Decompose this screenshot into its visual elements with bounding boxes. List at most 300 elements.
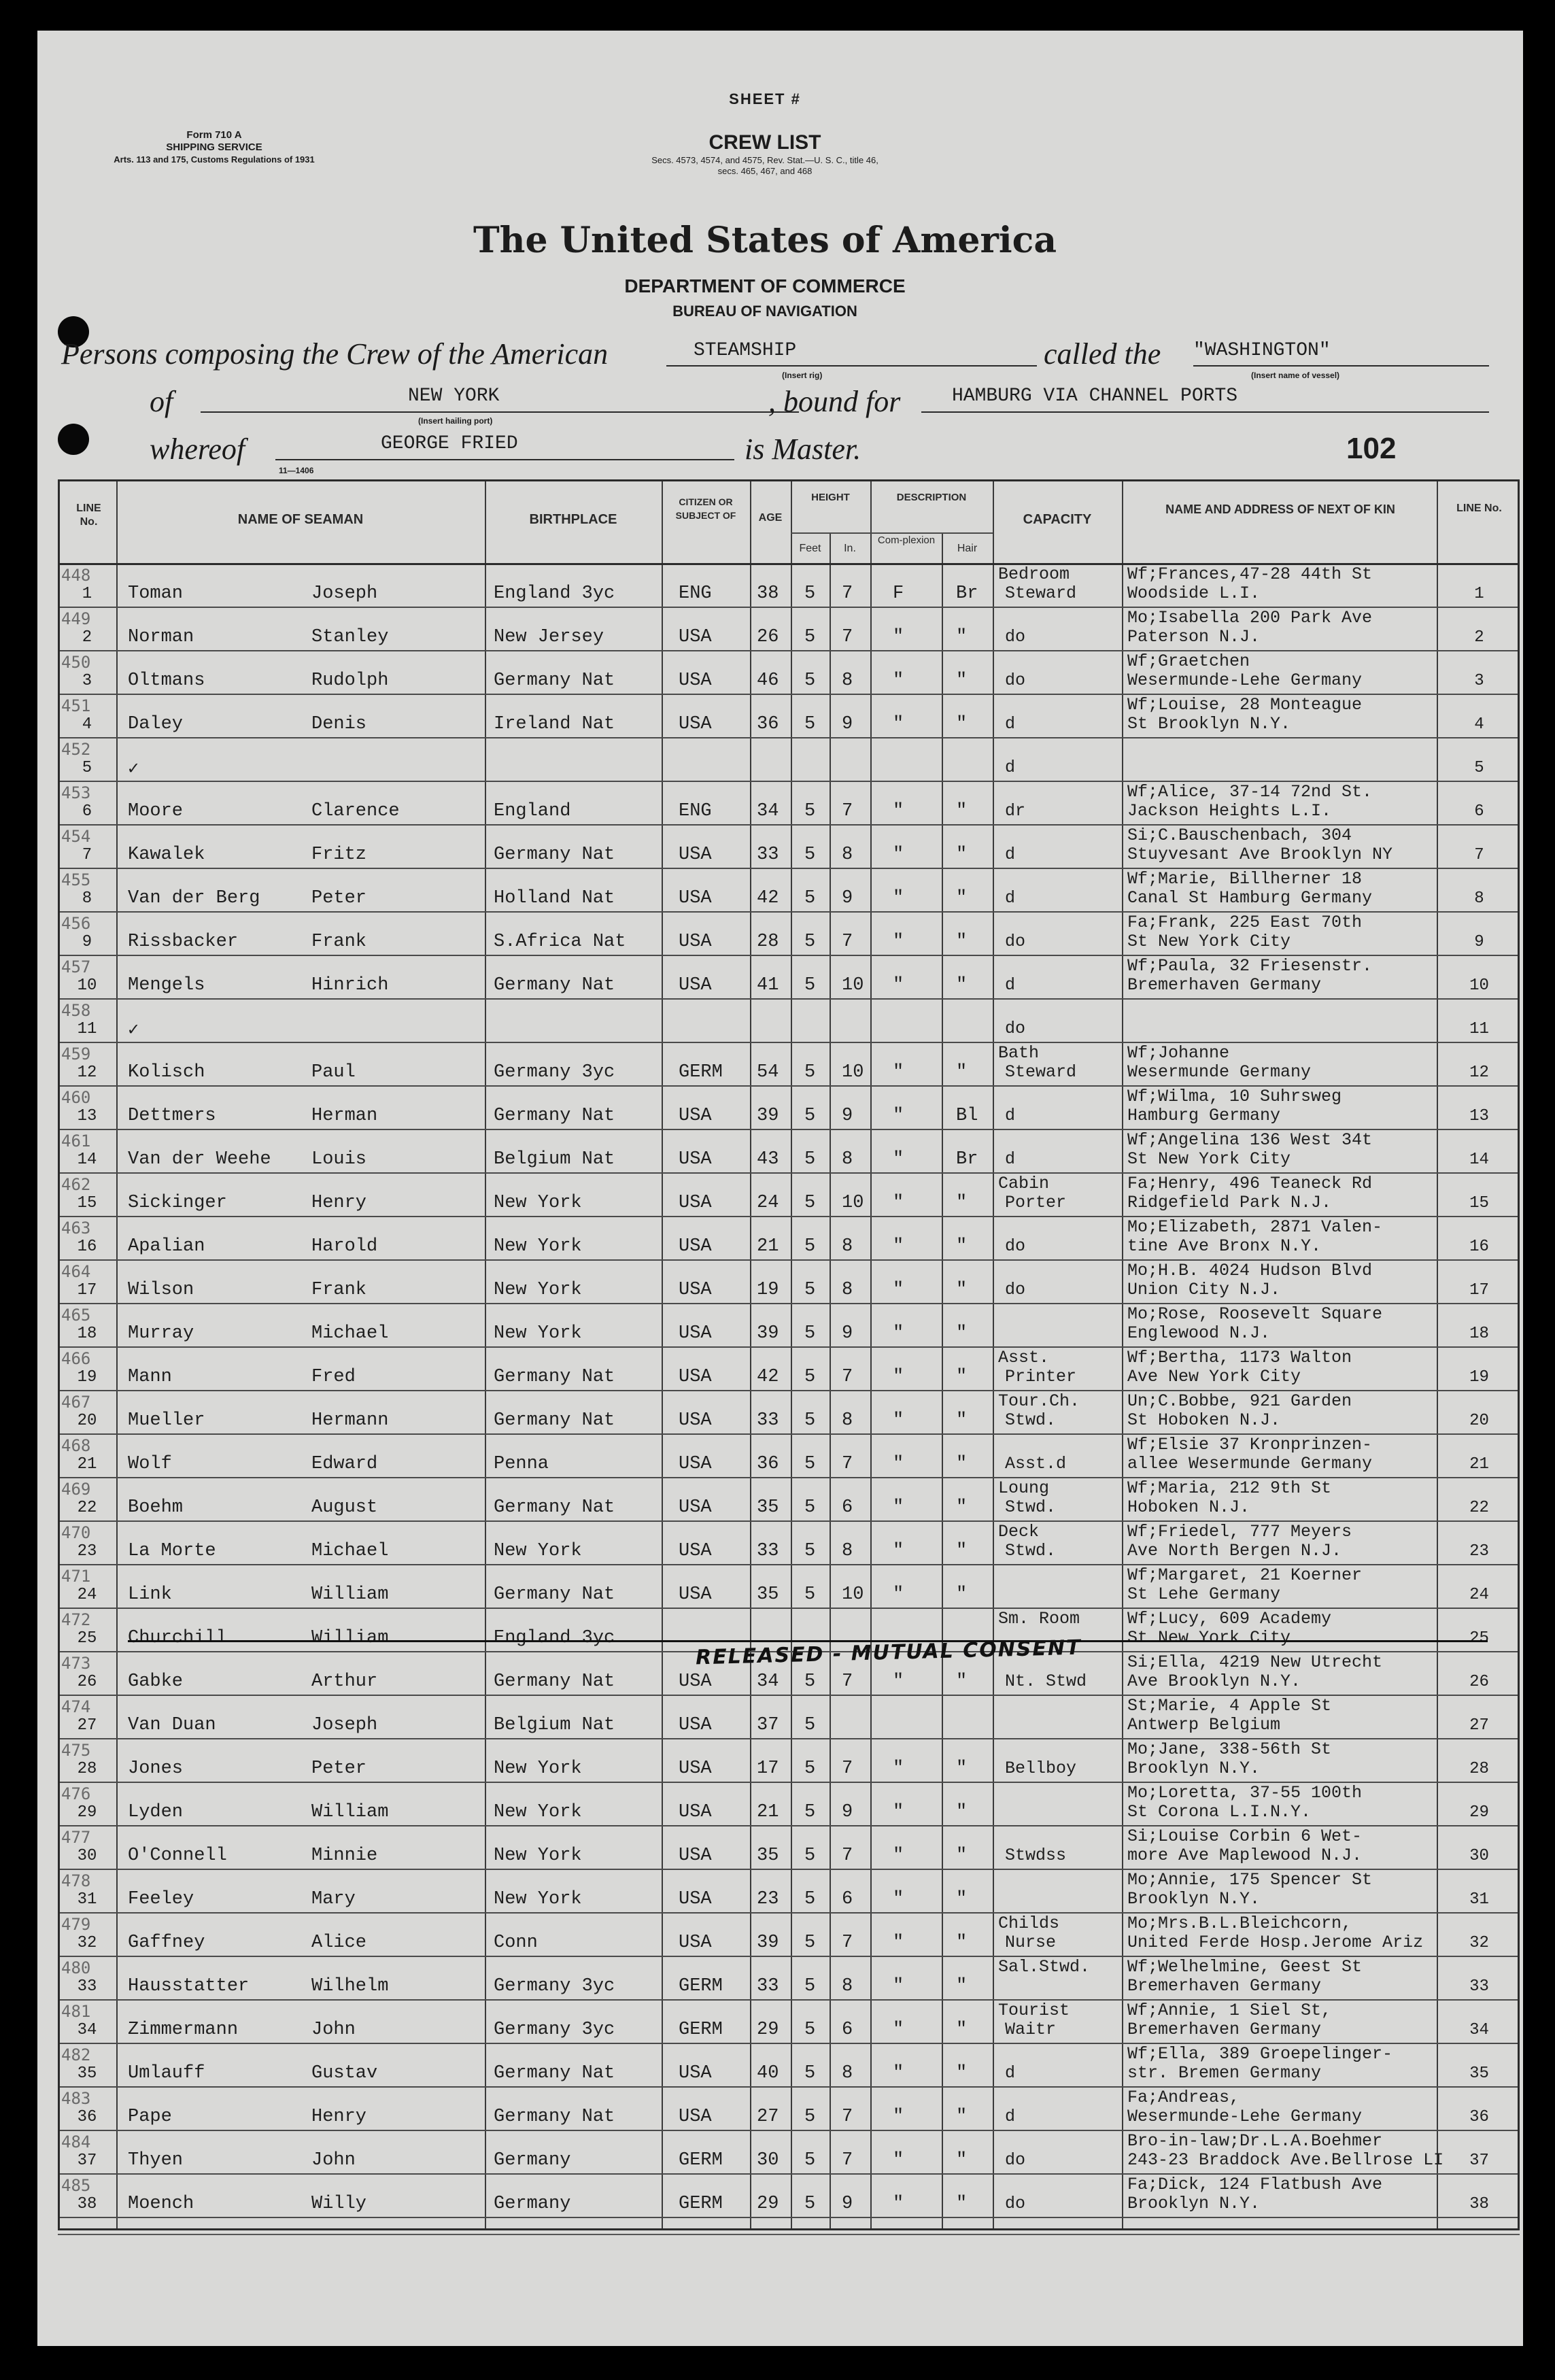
cell-surname: Van der Weehe <box>128 1149 271 1170</box>
cell-kin-line1: Wf;Louise, 28 Monteague <box>1127 695 1363 715</box>
row-line-number-right: 8 <box>1474 889 1484 908</box>
cell-citizen: USA <box>679 1410 712 1431</box>
row-ref-number: 460 <box>61 1088 91 1107</box>
cell-hair: " <box>956 932 968 952</box>
row-line-number: 20 <box>77 1412 97 1430</box>
cell-surname: Wilson <box>128 1280 194 1300</box>
cell-kin-line2: Bremerhaven Germany <box>1127 975 1322 995</box>
row-ref-number: 479 <box>61 1915 91 1934</box>
cell-cx: " <box>893 1106 904 1126</box>
cell-ft: 5 <box>804 1280 816 1300</box>
cell-in: 9 <box>842 1802 853 1822</box>
cell-ft: 5 <box>804 2063 816 2084</box>
cell-hair: " <box>956 1584 968 1605</box>
row-line-number: 25 <box>77 1629 97 1648</box>
col-birthplace: BIRTHPLACE <box>529 512 617 527</box>
cell-age: 36 <box>757 1454 779 1474</box>
row-ref-number: 466 <box>61 1349 91 1368</box>
col-divider <box>116 481 118 2228</box>
cell-cx: " <box>893 670 904 691</box>
cell-hair: " <box>956 1497 968 1518</box>
cell-citizen: USA <box>679 845 712 865</box>
row-line-number: 17 <box>77 1281 97 1299</box>
cell-kin-line1: Wf;Elsie 37 Kronprinzen- <box>1127 1435 1373 1455</box>
cell-capacity-line2: d <box>1005 975 1016 995</box>
table-footer-line <box>58 2234 1520 2235</box>
row-line-number: 30 <box>77 1847 97 1865</box>
row-line-number-right: 21 <box>1469 1455 1489 1474</box>
cell-kin-line1: Un;C.Bobbe, 921 Garden <box>1127 1391 1352 1411</box>
cell-kin-line1: Wf;Friedel, 777 Meyers <box>1127 1522 1352 1542</box>
cell-kin-line1: Si;Louise Corbin 6 Wet- <box>1127 1826 1363 1846</box>
cell-capacity-line2: Steward <box>1005 1062 1077 1082</box>
cell-birthplace: New York <box>494 1323 582 1344</box>
row-line-number-right: 36 <box>1469 2108 1489 2126</box>
cell-cx: " <box>893 1497 904 1518</box>
cell-kin-line1: Wf;Maria, 212 9th St <box>1127 1478 1332 1498</box>
cell-kin-line1: Fa;Henry, 496 Teaneck Rd <box>1127 1174 1373 1193</box>
cell-surname: Apalian <box>128 1236 205 1257</box>
cell-in: 6 <box>842 1497 853 1518</box>
row-line-number-right: 24 <box>1469 1586 1489 1604</box>
col-divider <box>870 481 872 2228</box>
cell-surname: Mann <box>128 1367 172 1387</box>
cell-surname: Link <box>128 1584 172 1605</box>
cell-given: Willy <box>311 2194 367 2214</box>
row-line-number: 37 <box>77 2152 97 2170</box>
row-ref-number: 480 <box>61 1958 91 1977</box>
row-ref-number: 452 <box>61 740 91 759</box>
cell-cx: " <box>893 2194 904 2214</box>
cell-age: 33 <box>757 1541 779 1561</box>
row-line-number: 23 <box>77 1542 97 1561</box>
col-inches: In. <box>844 543 856 554</box>
row-ref-number: 449 <box>61 609 91 628</box>
cell-birthplace: Germany Nat <box>494 1367 615 1387</box>
cell-kin-line2: Paterson N.J. <box>1127 627 1261 647</box>
cell-given: Gustav <box>311 2063 378 2084</box>
row-divider <box>60 2086 1518 2088</box>
row-ref-number: 451 <box>61 696 91 715</box>
cell-age: 21 <box>757 1236 779 1257</box>
cell-hair: " <box>956 1933 968 1953</box>
cell-ft: 5 <box>804 1149 816 1170</box>
cell-citizen: ENG <box>679 583 712 604</box>
cell-hair: " <box>956 1367 968 1387</box>
cell-given: William <box>311 1628 389 1648</box>
cell-capacity-line2: Printer <box>1005 1367 1077 1387</box>
released-annotation: RELEASED - MUTUAL CONSENT <box>695 1635 1082 1670</box>
col-divider <box>750 481 751 2228</box>
cell-birthplace: Germany 3yc <box>494 1062 615 1083</box>
cell-age: 38 <box>757 583 779 604</box>
cell-citizen: GERM <box>679 2020 723 2040</box>
cell-ft: 5 <box>804 1933 816 1953</box>
cell-hair: " <box>956 1758 968 1779</box>
cell-surname: Sickinger <box>128 1193 227 1213</box>
cell-capacity-line2: do <box>1005 1280 1026 1299</box>
cell-in: 7 <box>842 1671 853 1692</box>
cell-kin-line2: Brooklyn N.Y. <box>1127 1758 1261 1778</box>
cell-capacity-line2: do <box>1005 932 1026 951</box>
cell-in: 8 <box>842 670 853 691</box>
cell-kin-line2: more Ave Maplewood N.J. <box>1127 1846 1363 1865</box>
cell-in: 8 <box>842 1236 853 1257</box>
cell-capacity-line1: Sm. Room <box>998 1609 1080 1629</box>
cell-given: Fred <box>311 1367 356 1387</box>
cell-age: 29 <box>757 2020 779 2040</box>
cell-ft: 5 <box>804 1976 816 1996</box>
cell-cx: " <box>893 1410 904 1431</box>
cell-ft: 5 <box>804 2020 816 2040</box>
cell-kin-line1: Wf;Annie, 1 Siel St, <box>1127 2001 1332 2020</box>
col-divider <box>485 481 486 2228</box>
cell-kin-line2: Antwerp Belgium <box>1127 1715 1281 1735</box>
col-divider <box>830 532 831 2228</box>
cell-kin-line2: Ridgefield Park N.J. <box>1127 1193 1332 1212</box>
row-ref-number: 463 <box>61 1219 91 1238</box>
cell-kin-line2: Canal St Hamburg Germany <box>1127 888 1373 908</box>
row-ref-number: 457 <box>61 957 91 976</box>
cell-citizen: USA <box>679 1280 712 1300</box>
cell-kin-line1: Si;C.Bauschenbach, 304 <box>1127 826 1352 845</box>
row-line-number-right: 2 <box>1474 628 1484 647</box>
subheader-line <box>791 532 993 534</box>
called-the-label: called the <box>1044 337 1161 371</box>
cell-capacity-line1: Tour.Ch. <box>998 1391 1080 1411</box>
cell-citizen: USA <box>679 1846 712 1866</box>
row-line-number-right: 19 <box>1469 1368 1489 1387</box>
row-divider <box>60 998 1518 1000</box>
row-ref-number: 464 <box>61 1262 91 1281</box>
cell-citizen: GERM <box>679 1976 723 1996</box>
cell-surname: Wolf <box>128 1454 172 1474</box>
page-number: 102 <box>1346 432 1397 465</box>
row-line-number: 28 <box>77 1760 97 1778</box>
row-line-number: 12 <box>77 1064 97 1082</box>
cell-birthplace: New York <box>494 1236 582 1257</box>
cell-age: 33 <box>757 845 779 865</box>
col-feet: Feet <box>799 543 821 554</box>
row-line-number-right: 35 <box>1469 2064 1489 2083</box>
cell-ft: 5 <box>804 1193 816 1213</box>
cell-birthplace: New Jersey <box>494 627 604 647</box>
cell-capacity-line2: do <box>1005 2194 1026 2213</box>
cell-citizen: USA <box>679 1802 712 1822</box>
row-line-number-right: 4 <box>1474 715 1484 734</box>
row-line-number-right: 16 <box>1469 1238 1489 1256</box>
cell-capacity-line2: Nt. Stwd <box>1005 1671 1087 1691</box>
cell-given: Joseph <box>311 1715 378 1735</box>
row-line-number: 1 <box>82 585 92 603</box>
cell-cx: " <box>893 888 904 908</box>
row-ref-number: 476 <box>61 1784 91 1803</box>
cell-given: John <box>311 2020 356 2040</box>
row-divider <box>60 650 1518 651</box>
cell-citizen: USA <box>679 975 712 996</box>
row-line-number-right: 11 <box>1469 1020 1489 1038</box>
cell-kin-line1: Wf;Lucy, 609 Academy <box>1127 1609 1332 1629</box>
is-master-label: is Master. <box>745 432 861 466</box>
cell-hair: " <box>956 845 968 865</box>
cell-kin-line2: Jackson Heights L.I. <box>1127 801 1332 821</box>
cell-ft: 5 <box>804 670 816 691</box>
cell-surname: Dettmers <box>128 1106 216 1126</box>
cell-surname: Lyden <box>128 1802 184 1822</box>
col-line-no-right: LINE No. <box>1456 503 1502 514</box>
cell-given: Henry <box>311 1193 367 1213</box>
cell-surname: Norman <box>128 627 194 647</box>
cell-hair: " <box>956 1671 968 1692</box>
col-divider <box>942 532 943 2228</box>
cell-kin-line1: Mo;Elizabeth, 2871 Valen- <box>1127 1217 1383 1237</box>
cell-ft: 5 <box>804 1236 816 1257</box>
statute-line-1: Secs. 4573, 4574, and 4575, Rev. Stat.—U. S. C., title 46, <box>651 155 878 165</box>
row-ref-number: 467 <box>61 1393 91 1412</box>
cell-in: 7 <box>842 1758 853 1779</box>
row-line-number: 7 <box>82 846 92 864</box>
cell-surname: Umlauff <box>128 2063 205 2084</box>
cell-surname: Hausstatter <box>128 1976 250 1996</box>
cell-ft: 5 <box>804 2107 816 2127</box>
cell-hair: " <box>956 1976 968 1996</box>
cell-kin-line1: Wf;Welhelmine, Geest St <box>1127 1957 1363 1977</box>
cell-cx: " <box>893 1933 904 1953</box>
cell-birthplace: Conn <box>494 1933 538 1953</box>
cell-surname: Gaffney <box>128 1933 205 1953</box>
cell-birthplace: Germany Nat <box>494 2063 615 2084</box>
cell-hair: " <box>956 1889 968 1909</box>
cell-birthplace: Germany Nat <box>494 845 615 865</box>
cell-in: 9 <box>842 714 853 734</box>
cell-birthplace: Penna <box>494 1454 549 1474</box>
cell-ft: 5 <box>804 2194 816 2214</box>
cell-given: Frank <box>311 932 367 952</box>
cell-birthplace: Germany 3yc <box>494 1976 615 1996</box>
cell-citizen: USA <box>679 888 712 908</box>
cell-cx: " <box>893 2020 904 2040</box>
cell-ft: 5 <box>804 975 816 996</box>
cell-in: 7 <box>842 1454 853 1474</box>
cell-kin-line2: St New York City <box>1127 1149 1291 1169</box>
cell-surname: Churchill <box>128 1628 227 1648</box>
cell-capacity-line2: Steward <box>1005 583 1077 603</box>
shipping-service: SHIPPING SERVICE <box>166 141 262 153</box>
cell-citizen: USA <box>679 714 712 734</box>
cell-in: 10 <box>842 1193 864 1213</box>
rig-underline <box>666 365 1037 367</box>
cell-kin-line2: Bremerhaven Germany <box>1127 2020 1322 2039</box>
cell-capacity-line2: Stwdss <box>1005 1846 1067 1865</box>
cell-in: 8 <box>842 1976 853 1996</box>
cell-age: 21 <box>757 1802 779 1822</box>
cell-cx: " <box>893 1062 904 1083</box>
cell-given: Wilhelm <box>311 1976 389 1996</box>
cell-ft: 5 <box>804 1846 816 1866</box>
cell-kin-line1: Wf;Wilma, 10 Suhrsweg <box>1127 1087 1342 1106</box>
cell-birthplace: Germany Nat <box>494 1671 615 1692</box>
country-title: The United States of America <box>473 220 1057 261</box>
cell-ft: 5 <box>804 2150 816 2171</box>
row-ref-number: 474 <box>61 1697 91 1716</box>
cell-kin-line1: Fa;Frank, 225 East 70th <box>1127 913 1363 932</box>
row-line-number: 26 <box>77 1673 97 1691</box>
row-ref-number: 450 <box>61 653 91 672</box>
row-line-number: 35 <box>77 2064 97 2083</box>
cell-age: 35 <box>757 1846 779 1866</box>
row-line-number-right: 3 <box>1474 672 1484 690</box>
cell-surname: Murray <box>128 1323 194 1344</box>
form-number: Form 710 A <box>186 129 242 141</box>
cell-citizen: USA <box>679 1367 712 1387</box>
col-height: HEIGHT <box>811 492 850 503</box>
cell-citizen: USA <box>679 1541 712 1561</box>
rig-caption: (Insert rig) <box>782 371 823 380</box>
row-line-number: 13 <box>77 1107 97 1125</box>
cell-given: John <box>311 2150 356 2171</box>
col-capacity: CAPACITY <box>1023 512 1092 527</box>
row-line-number-right: 20 <box>1469 1412 1489 1430</box>
cell-age: 39 <box>757 1933 779 1953</box>
sheet-label: SHEET # <box>729 90 801 107</box>
cell-kin-line2: St Lehe Germany <box>1127 1584 1281 1604</box>
col-next-of-kin: NAME AND ADDRESS OF NEXT OF KIN <box>1165 503 1395 516</box>
cell-ft: 5 <box>804 888 816 908</box>
cell-kin-line2: Ave New York City <box>1127 1367 1301 1387</box>
cell-given: Michael <box>311 1323 389 1344</box>
cell-kin-line2: Union City N.J. <box>1127 1280 1281 1299</box>
statute-line-2: secs. 465, 467, and 468 <box>717 166 813 176</box>
row-line-number: 6 <box>82 802 92 821</box>
row-line-number: 19 <box>77 1368 97 1387</box>
row-line-number-right: 1 <box>1474 585 1484 603</box>
cell-kin-line1: Mo;Annie, 175 Spencer St <box>1127 1870 1373 1890</box>
row-line-number-right: 26 <box>1469 1673 1489 1691</box>
cell-birthplace: New York <box>494 1846 582 1866</box>
cell-birthplace: Belgium Nat <box>494 1149 615 1170</box>
cell-capacity-line1: Sal.Stwd. <box>998 1957 1091 1977</box>
row-line-number-right: 15 <box>1469 1194 1489 1212</box>
cell-in: 7 <box>842 1933 853 1953</box>
cell-birthplace: Holland Nat <box>494 888 615 908</box>
cell-capacity-line2: d <box>1005 1149 1016 1169</box>
cell-capacity-line2: Stwd. <box>1005 1497 1057 1517</box>
row-line-number: 32 <box>77 1934 97 1952</box>
cell-in: 7 <box>842 1367 853 1387</box>
cell-birthplace: Ireland Nat <box>494 714 615 734</box>
cell-age: 34 <box>757 1671 779 1692</box>
bureau-title: BUREAU OF NAVIGATION <box>672 303 857 320</box>
cell-birthplace: New York <box>494 1758 582 1779</box>
col-complexion: Com-plexion <box>877 534 936 546</box>
cell-birthplace: Germany Nat <box>494 1410 615 1431</box>
cell-cx: " <box>893 2150 904 2171</box>
cell-given: Henry <box>311 2107 367 2127</box>
row-line-number: 8 <box>82 889 92 908</box>
cell-kin-line1: Fa;Andreas, <box>1127 2088 1240 2107</box>
rig-value: STEAMSHIP <box>694 340 797 361</box>
cell-in: 9 <box>842 1323 853 1344</box>
cell-given: Louis <box>311 1149 367 1170</box>
row-line-number-right: 34 <box>1469 2021 1489 2039</box>
cell-surname: ✓ <box>128 760 139 780</box>
cell-ft: 5 <box>804 1410 816 1431</box>
row-ref-number: 484 <box>61 2132 91 2152</box>
cell-age: 23 <box>757 1889 779 1909</box>
cell-cx: " <box>893 627 904 647</box>
cell-hair: " <box>956 1280 968 1300</box>
row-ref-number: 456 <box>61 914 91 933</box>
cell-surname: O'Connell <box>128 1846 227 1866</box>
row-ref-number: 483 <box>61 2089 91 2108</box>
row-ref-number: 454 <box>61 827 91 846</box>
cell-hair: " <box>956 1193 968 1213</box>
cell-age: 28 <box>757 932 779 952</box>
cell-kin-line2: str. Bremen Germany <box>1127 2063 1322 2083</box>
cell-birthplace: New York <box>494 1802 582 1822</box>
cell-capacity-line2: Nurse <box>1005 1933 1057 1952</box>
cell-capacity-line2: d <box>1005 888 1016 908</box>
cell-kin-line1: Wf;Angelina 136 West 34t <box>1127 1130 1373 1150</box>
cell-in: 7 <box>842 627 853 647</box>
cell-hair: " <box>956 1541 968 1561</box>
cell-hair: " <box>956 801 968 821</box>
cell-given: Mary <box>311 1889 356 1909</box>
cell-ft: 5 <box>804 1671 816 1692</box>
cell-surname: Zimmermann <box>128 2020 239 2040</box>
destination: HAMBURG VIA CHANNEL PORTS <box>952 386 1238 407</box>
row-ref-number: 481 <box>61 2002 91 2021</box>
cell-age: 29 <box>757 2194 779 2214</box>
cell-ft: 5 <box>804 1889 816 1909</box>
cell-cx: " <box>893 932 904 952</box>
cell-surname: Mengels <box>128 975 205 996</box>
cell-age: 42 <box>757 1367 779 1387</box>
cell-cx: " <box>893 2063 904 2084</box>
row-line-number: 24 <box>77 1586 97 1604</box>
row-line-number-right: 5 <box>1474 759 1484 777</box>
cell-age: 42 <box>757 888 779 908</box>
cell-age: 30 <box>757 2150 779 2171</box>
cell-surname: La Morte <box>128 1541 216 1561</box>
cell-birthplace: New York <box>494 1541 582 1561</box>
vessel-underline <box>1193 365 1489 367</box>
cell-citizen: USA <box>679 1236 712 1257</box>
cell-capacity-line2: do <box>1005 670 1026 690</box>
cell-given: Peter <box>311 888 367 908</box>
row-line-number-right: 13 <box>1469 1107 1489 1125</box>
cell-kin-line2: Englewood N.J. <box>1127 1323 1271 1343</box>
row-ref-number: 465 <box>61 1306 91 1325</box>
cell-hair: " <box>956 888 968 908</box>
port-underline <box>201 411 799 413</box>
cell-citizen: GERM <box>679 2194 723 2214</box>
cell-capacity-line2: do <box>1005 2150 1026 2170</box>
cell-given: Joseph <box>311 583 378 604</box>
cell-in: 8 <box>842 1410 853 1431</box>
row-line-number-right: 27 <box>1469 1716 1489 1735</box>
row-line-number-right: 22 <box>1469 1499 1489 1517</box>
cell-birthplace: Germany <box>494 2194 571 2214</box>
cell-cx: " <box>893 1323 904 1344</box>
master-underline <box>275 459 734 460</box>
col-divider <box>1437 481 1438 2228</box>
cell-age: 17 <box>757 1758 779 1779</box>
cell-age: 27 <box>757 2107 779 2127</box>
cell-in: 7 <box>842 801 853 821</box>
cell-cx: " <box>893 1758 904 1779</box>
row-ref-number: 478 <box>61 1871 91 1890</box>
